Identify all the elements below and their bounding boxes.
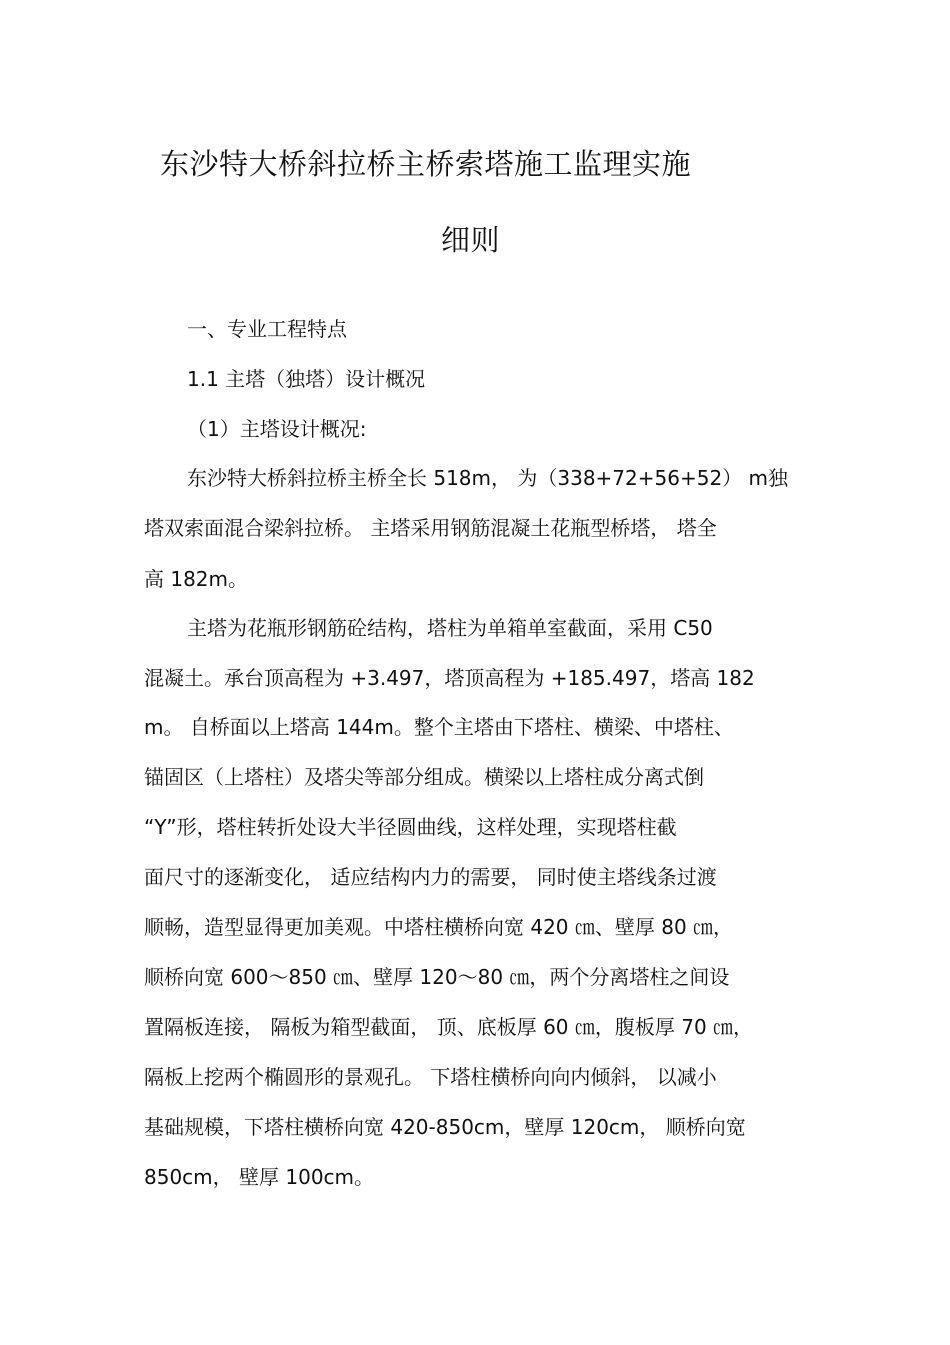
body-line: m。 自桥面以上塔高 144m。整个主塔由下塔柱、横梁、中塔柱、 bbox=[144, 715, 734, 739]
body-line: 锚固区（上塔柱）及塔尖等部分组成。横梁以上塔柱成分离式倒 bbox=[144, 765, 704, 789]
body-line: 混凝土。承台顶高程为 +3.497，塔顶高程为 +185.497，塔高 182 bbox=[144, 666, 755, 690]
subsection-heading: 1.1 主塔（独塔）设计概况 bbox=[187, 367, 426, 391]
body-line: 塔双索面混合梁斜拉桥。 主塔采用钢筋混凝土花瓶型桥塔， 塔全 bbox=[144, 516, 717, 540]
body-line: 隔板上挖两个椭圆形的景观孔。 下塔柱横桥向向内倾斜， 以减小 bbox=[144, 1065, 717, 1089]
document-title-line-1: 东沙特大桥斜拉桥主桥索塔施工监理实施 bbox=[160, 147, 692, 181]
body-line: 顺畅，造型显得更加美观。中塔柱横桥向宽 420 ㎝、壁厚 80 ㎝， bbox=[144, 915, 734, 939]
body-line: 置隔板连接， 隔板为箱型截面， 顶、底板厚 60 ㎝，腹板厚 70 ㎝， bbox=[144, 1015, 754, 1039]
body-line: 基础规模，下塔柱横桥向宽 420-850cm，壁厚 120cm， 顺桥向宽 bbox=[144, 1115, 746, 1139]
section-heading: 一、专业工程特点 bbox=[187, 317, 347, 341]
document-title-line-2: 细则 bbox=[441, 223, 501, 257]
body-line: 主塔为花瓶形钢筋砼结构，塔柱为单箱单室截面，采用 C50 bbox=[187, 616, 713, 640]
body-line: 顺桥向宽 600～850 ㎝、壁厚 120～80 ㎝，两个分离塔柱之间设 bbox=[144, 965, 730, 989]
body-line: 高 182m。 bbox=[144, 567, 249, 591]
body-line: 面尺寸的逐渐变化， 适应结构内力的需要， 同时使主塔线条过渡 bbox=[144, 865, 717, 889]
item-heading: （1）主塔设计概况: bbox=[187, 417, 367, 441]
body-line: 东沙特大桥斜拉桥主桥全长 518m， 为（338+72+56+52） m独 bbox=[187, 466, 789, 490]
body-line: 850cm， 壁厚 100cm。 bbox=[144, 1165, 375, 1189]
body-line: “Y”形，塔柱转折处设大半径圆曲线，这样处理，实现塔柱截 bbox=[144, 815, 677, 839]
